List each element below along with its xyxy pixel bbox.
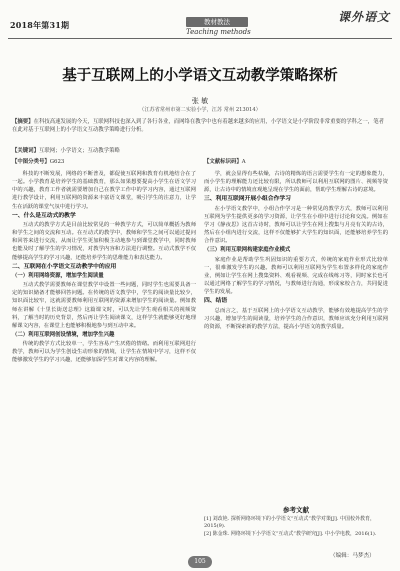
keywords-text: 互联网；小学语文；互动教学策略 bbox=[38, 148, 120, 154]
paragraph: 互动式的教学方式是目前比较常见的一种教学方式，可以简单概括为教师和学生之间的交流和互动。在互动式的教学中，教师和学生之间可以通过提问和回答来进行交流，从而让学生更加积极主动地参与到课堂教学中，同时教师也能及时了解学生的学习情况，对教学内容和方法进行调整。互动式教学不仅能够提高学生的学习兴趣，还能培养学生的思维能力和表达能力。 bbox=[12, 221, 196, 261]
paragraph: 互动式教学需要教师在课堂教学中设置一些问题，同时学生也需要具备一定的知识储备才能够回答问题。在传统的语文教学中，学生的阅读量比较少，知识面比较窄，这就需要教师利用互联网的资源来增加学生的阅读量。例如教师在讲解《十里长街送总理》这篇课文时，可以先让学生观看相关的视频资料，了解当时的历史背景，然后再让学生阅读课文，这样学生就能够更好地理解课文内容，在课堂上也能够积极地参与到互动中来。 bbox=[12, 282, 196, 329]
paragraph: 学，就会显得有些枯燥，古诗的精炼的语言需要学生有一定的想象能力，而小学生的理解能力还比较有限，所以教师可以利用互联网的图片、视频等资源，让古诗中的情境直观地呈现在学生的面前，帮助学生理解古诗的意境。 bbox=[204, 171, 388, 194]
header-rule bbox=[8, 38, 392, 39]
affiliation: （江苏省常州市第二实验小学，江苏 常州 213014） bbox=[139, 107, 261, 113]
section-heading: 一、什么是互动式的教学 bbox=[12, 212, 76, 219]
keywords bbox=[12, 146, 388, 154]
section-heading: 三、利用互联网开展小组合作学习 bbox=[204, 196, 291, 203]
page-number: 105 bbox=[188, 556, 212, 568]
subsection-heading: （一）利用网络资源，增加学生阅读量 bbox=[12, 272, 104, 279]
section-heading: 二、互联网在小学语文互动教学中的应用 bbox=[12, 263, 117, 270]
paragraph: 科技的不断发展，网络的不断普及，都促使互联网和教育有机地结合在了一起。小学教育是培养学生的基础教育，那么如果想要提高小学生在语文学习中的兴趣，教育工作者就需要增加自己在教学工作中的学习内容，通过互联网进行教学设计，利用互联网的资源来丰富语文课堂，吸引学生的注意力，让学生在活跃的课堂气氛中进行学习。 bbox=[12, 171, 196, 210]
editor-note: （编辑：马梦杰） bbox=[330, 553, 375, 559]
section-heading: 四、结语 bbox=[204, 298, 228, 305]
classification bbox=[12, 157, 64, 165]
reference-item: [1] 刘改艳. 探析网络环境下的小学语文“互动式”教学对策[J]. 中国校外教育，2015(9). bbox=[204, 516, 376, 530]
subsection-heading: （三）利用互联网构建家庭作业模式 bbox=[204, 247, 291, 254]
section-english: Teaching methods bbox=[186, 28, 251, 36]
document-code-label: 【文献标识码】 bbox=[204, 159, 242, 165]
abstract bbox=[12, 118, 388, 134]
paragraph: 传统的教学方式比较单一，学生容易产生厌倦的情绪。而利用互联网进行教学，教师可以为学生创设生动形象的情境，让学生在情境中学习，这样不仅能够激发学生的学习兴趣，还能够加深学生对课文内容的理解。 bbox=[12, 341, 196, 364]
article-title: 基于互联网上的小学语文互动教学策略探析 bbox=[62, 68, 338, 84]
issue-number: 2018年第31期 bbox=[10, 20, 70, 30]
abstract-label: 【摘要】 bbox=[12, 119, 34, 125]
paragraph: 在小学语文教学中，小组合作学习是一种常见的教学方式，教师可以利用互联网为学生提供更多的学习资源，让学生在小组中进行讨论和交流。例如在学习《静夜思》这首古诗时，教师可以让学生在网上搜集与月亮有关的古诗，然后在小组内进行交流，这样不仅能够扩大学生的知识面，还能够培养学生的合作意识。 bbox=[204, 205, 388, 245]
references-list bbox=[204, 516, 388, 538]
page-header bbox=[0, 0, 400, 40]
right-column bbox=[204, 170, 388, 331]
journal-brand: 课外语文 bbox=[337, 10, 390, 24]
references-title: 参考文献 bbox=[283, 506, 309, 514]
reference-item: [2] 陈金珠. 网络环境下小学语文“互动式”教学研究[J]. 中小学电教，2016(1). bbox=[204, 530, 377, 537]
classification-text: G623 bbox=[49, 159, 65, 165]
keywords-label: 【关键词】 bbox=[12, 148, 39, 154]
section-badge: 教材教法 bbox=[186, 17, 248, 27]
document-code bbox=[204, 157, 246, 165]
subsection-heading: （二）利用互联网创设情境，增加学生兴趣 bbox=[12, 331, 115, 338]
left-column bbox=[12, 170, 196, 365]
author: 张 敏 bbox=[191, 97, 209, 105]
document-code-text: A bbox=[241, 159, 246, 165]
classification-label: 【中图分类号】 bbox=[12, 159, 50, 165]
abstract-text: 在科技高速发展的今天，互联网科技也深入到了各行各业，而网络在教学中也有着越来越多的应用，小学语文是小学阶段非常重要的学科之一，笔者在此对基于互联网上的小学语文互动教学策略进行分析。 bbox=[12, 119, 384, 134]
paragraph: 家庭作业是帮助学生巩固知识的重要方式，传统的家庭作业形式比较单一，很难激发学生的兴趣。教师可以利用互联网为学生布置多样化的家庭作业，例如让学生在网上搜集资料、观看视频、完成在线练习等，同时家长也可以通过网络了解学生的学习情况，与教师进行沟通，形成家校合力，共同促进学生的发展。 bbox=[204, 256, 388, 296]
paragraph: 总而言之，基于互联网上的小学语文互动教学，能够有效地提高学生的学习兴趣，增加学生的阅读量，培养学生的合作意识，教师应该充分利用互联网的资源，不断探索新的教学方法，提高小学语文的教学质量。 bbox=[204, 307, 388, 330]
